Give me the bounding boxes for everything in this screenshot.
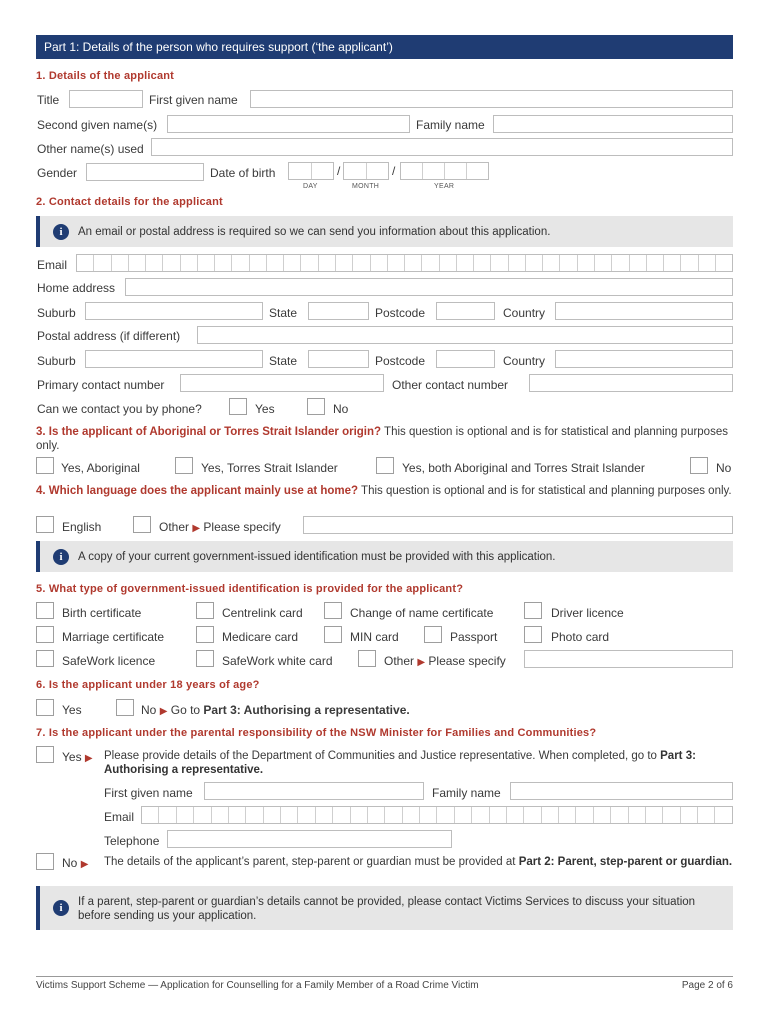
home-address-input[interactable] xyxy=(125,278,733,296)
day-caption: DAY xyxy=(303,183,318,190)
birth-certificate-label: Birth certificate xyxy=(62,606,142,620)
q3-question xyxy=(36,425,736,453)
guardian-info-text: If a parent, step-parent or guardian’s details cannot be provided, please contact Victims Services to discuss your situation before sending us your application. xyxy=(78,896,696,922)
q7-no-text: No xyxy=(62,856,78,870)
dob-slash-2: / xyxy=(392,164,396,178)
info-icon: i xyxy=(53,900,69,916)
arrow-right-icon: ▶ xyxy=(417,657,426,668)
id-other-checkbox[interactable] xyxy=(358,650,376,667)
medicare-checkbox[interactable] xyxy=(196,626,214,643)
guardian-info-box xyxy=(36,886,733,930)
other-contact-label: Other contact number xyxy=(392,378,509,392)
primary-contact-label: Primary contact number xyxy=(37,378,165,392)
postal-address-input[interactable] xyxy=(197,326,733,344)
contact-info-box xyxy=(36,216,733,247)
q6-no-text: No xyxy=(141,703,157,717)
q4-other-text: Other xyxy=(159,520,190,534)
q4-please-specify: Please specify xyxy=(203,520,281,534)
q4-question xyxy=(36,484,736,498)
country-input[interactable] xyxy=(555,302,733,320)
safework-white-label: SafeWork white card xyxy=(222,654,333,668)
contact-phone-yes-label: Yes xyxy=(255,402,275,416)
q6-no-label xyxy=(141,703,410,717)
footer-divider xyxy=(36,976,733,977)
q7-no-part2: Part 2: Parent, step-parent or guardian. xyxy=(518,856,733,868)
contact-phone-label: Can we contact you by phone? xyxy=(37,402,202,416)
country-label: Country xyxy=(503,306,546,320)
postal-address-label: Postal address (if different) xyxy=(37,329,181,343)
gender-label: Gender xyxy=(37,166,78,180)
q4-heading: 4. Which language does the applicant mainly use at home? xyxy=(36,485,359,497)
passport-label: Passport xyxy=(450,630,498,644)
arrow-right-icon: ▶ xyxy=(159,706,168,717)
q7-yes-part3: Part 3: Authorising a representative. xyxy=(104,750,696,776)
q6-no-checkbox[interactable] xyxy=(116,699,134,716)
suburb-input[interactable] xyxy=(85,302,263,320)
q7-heading: 7. Is the applicant under the parental responsibility of the NSW Minister for Families and Communities? xyxy=(36,727,597,739)
q6-yes-checkbox[interactable] xyxy=(36,699,54,716)
part1-header: Part 1: Details of the person who requires support (‘the applicant’) xyxy=(36,35,733,59)
q5-heading: 5. What type of government-issued identification is provided for the applicant? xyxy=(36,583,464,595)
postal-state-input[interactable] xyxy=(308,350,369,368)
arrow-right-icon: ▶ xyxy=(80,859,89,870)
q3-aboriginal-checkbox[interactable] xyxy=(36,457,54,474)
month-caption: MONTH xyxy=(352,183,380,190)
rep-email-input[interactable] xyxy=(141,806,733,824)
q6-goto: Go to xyxy=(170,703,204,717)
state-input[interactable] xyxy=(308,302,369,320)
q7-no-label xyxy=(62,856,88,870)
other-names-input[interactable] xyxy=(151,138,733,156)
second-given-names-input[interactable] xyxy=(167,115,410,133)
title-label: Title xyxy=(37,93,60,107)
change-name-checkbox[interactable] xyxy=(324,602,342,619)
arrow-right-icon: ▶ xyxy=(84,753,93,764)
q7-no-checkbox[interactable] xyxy=(36,853,54,870)
postal-postcode-input[interactable] xyxy=(436,350,495,368)
min-card-checkbox[interactable] xyxy=(324,626,342,643)
id-info-text: A copy of your current government-issued identification must be provided with this application. xyxy=(78,551,556,563)
centrelink-label: Centrelink card xyxy=(222,606,303,620)
q3-aboriginal-label: Yes, Aboriginal xyxy=(61,461,140,475)
q7-no-instructions xyxy=(104,855,734,869)
contact-phone-no-label: No xyxy=(333,402,349,416)
rep-family-name-input[interactable] xyxy=(510,782,733,800)
q7-no-instruction-text: The details of the applicant’s parent, step-parent or guardian must be provided at xyxy=(104,856,519,868)
q3-heading: 3. Is the applicant of Aboriginal or Torres Strait Islander origin? xyxy=(36,426,382,438)
rep-first-name-label: First given name xyxy=(104,786,193,800)
safework-white-checkbox[interactable] xyxy=(196,650,214,667)
info-icon: i xyxy=(53,224,69,240)
q4-english-label: English xyxy=(62,520,102,534)
q3-no-checkbox[interactable] xyxy=(690,457,708,474)
footer-title: Victims Support Scheme — Application for Counselling for a Family Member of a Road Crime Victim xyxy=(36,980,479,991)
rep-family-name-label: Family name xyxy=(432,786,501,800)
arrow-right-icon: ▶ xyxy=(192,523,201,534)
first-given-name-label: First given name xyxy=(149,93,238,107)
family-name-input[interactable] xyxy=(493,115,733,133)
suburb-label: Suburb xyxy=(37,306,76,320)
postal-suburb-label: Suburb xyxy=(37,354,76,368)
photo-card-label: Photo card xyxy=(551,630,610,644)
medicare-label: Medicare card xyxy=(222,630,299,644)
q3-note: This question is optional and is for statistical and planning purposes only. xyxy=(36,426,728,452)
id-please-specify: Please specify xyxy=(428,654,506,668)
q2-heading: 2. Contact details for the applicant xyxy=(36,196,223,208)
q3-both-label: Yes, both Aboriginal and Torres Strait Islander xyxy=(402,461,645,475)
q1-heading: 1. Details of the applicant xyxy=(36,70,175,82)
contact-info-text: An email or postal address is required so we can send you information about this application. xyxy=(78,226,551,238)
q4-note: This question is optional and is for statistical and planning purposes only. xyxy=(358,485,732,497)
dob-label: Date of birth xyxy=(210,166,276,180)
primary-contact-input[interactable] xyxy=(180,374,384,392)
q4-other-label xyxy=(159,520,281,534)
q7-yes-instructions xyxy=(104,749,734,777)
passport-checkbox[interactable] xyxy=(424,626,442,643)
q3-tsi-checkbox[interactable] xyxy=(175,457,193,474)
dob-slash-1: / xyxy=(337,164,341,178)
family-name-label: Family name xyxy=(416,118,485,132)
change-name-label: Change of name certificate xyxy=(350,606,494,620)
q7-yes-checkbox[interactable] xyxy=(36,746,54,763)
q4-english-checkbox[interactable] xyxy=(36,516,54,533)
other-names-label: Other name(s) used xyxy=(37,142,144,156)
q4-other-checkbox[interactable] xyxy=(133,516,151,533)
centrelink-checkbox[interactable] xyxy=(196,602,214,619)
id-info-box xyxy=(36,541,733,572)
contact-phone-no-checkbox[interactable] xyxy=(307,398,325,415)
dob-day-input[interactable] xyxy=(288,162,334,180)
page-number: Page 2 of 6 xyxy=(681,980,733,991)
q4-specify-input[interactable] xyxy=(303,516,733,534)
q7-yes-label xyxy=(62,750,93,764)
postal-suburb-input[interactable] xyxy=(85,350,263,368)
postcode-label: Postcode xyxy=(375,306,426,320)
info-icon: i xyxy=(53,549,69,565)
postal-state-label: State xyxy=(269,354,298,368)
q7-yes-text: Yes xyxy=(62,750,82,764)
id-other-label xyxy=(384,654,506,668)
home-address-label: Home address xyxy=(37,281,116,295)
title-select[interactable] xyxy=(69,90,143,108)
dob-month-input[interactable] xyxy=(343,162,389,180)
q3-no-label: No xyxy=(716,461,732,475)
rep-telephone-label: Telephone xyxy=(104,834,160,848)
birth-certificate-checkbox[interactable] xyxy=(36,602,54,619)
q3-both-checkbox[interactable] xyxy=(376,457,394,474)
driver-licence-checkbox[interactable] xyxy=(524,602,542,619)
postal-postcode-label: Postcode xyxy=(375,354,426,368)
q6-goto-part3: Part 3: Authorising a representative. xyxy=(203,703,410,717)
email-label: Email xyxy=(37,258,68,272)
rep-first-name-input[interactable] xyxy=(204,782,424,800)
gender-select[interactable] xyxy=(86,163,204,181)
min-card-label: MIN card xyxy=(350,630,399,644)
q3-tsi-label: Yes, Torres Strait Islander xyxy=(201,461,338,475)
q7-yes-instruction-text: Please provide details of the Department of Communities and Justice representative. When completed, go to xyxy=(104,750,661,762)
q6-heading: 6. Is the applicant under 18 years of age? xyxy=(36,679,260,691)
driver-licence-label: Driver licence xyxy=(551,606,624,620)
year-caption: YEAR xyxy=(434,183,455,190)
state-label: State xyxy=(269,306,298,320)
id-other-specify-input[interactable] xyxy=(524,650,733,668)
postcode-input[interactable] xyxy=(436,302,495,320)
q6-yes-label: Yes xyxy=(62,703,82,717)
email-input[interactable] xyxy=(76,254,733,272)
id-other-text: Other xyxy=(384,654,415,668)
contact-phone-yes-checkbox[interactable] xyxy=(229,398,247,415)
rep-email-label: Email xyxy=(104,810,135,824)
postal-country-label: Country xyxy=(503,354,546,368)
second-given-names-label: Second given name(s) xyxy=(37,118,158,132)
photo-card-checkbox[interactable] xyxy=(524,626,542,643)
safework-licence-label: SafeWork licence xyxy=(62,654,156,668)
rep-telephone-input[interactable] xyxy=(167,830,452,848)
first-given-name-input[interactable] xyxy=(250,90,733,108)
other-contact-input[interactable] xyxy=(529,374,733,392)
marriage-certificate-label: Marriage certificate xyxy=(62,630,165,644)
dob-year-input[interactable] xyxy=(400,162,489,180)
marriage-certificate-checkbox[interactable] xyxy=(36,626,54,643)
safework-licence-checkbox[interactable] xyxy=(36,650,54,667)
postal-country-input[interactable] xyxy=(555,350,733,368)
